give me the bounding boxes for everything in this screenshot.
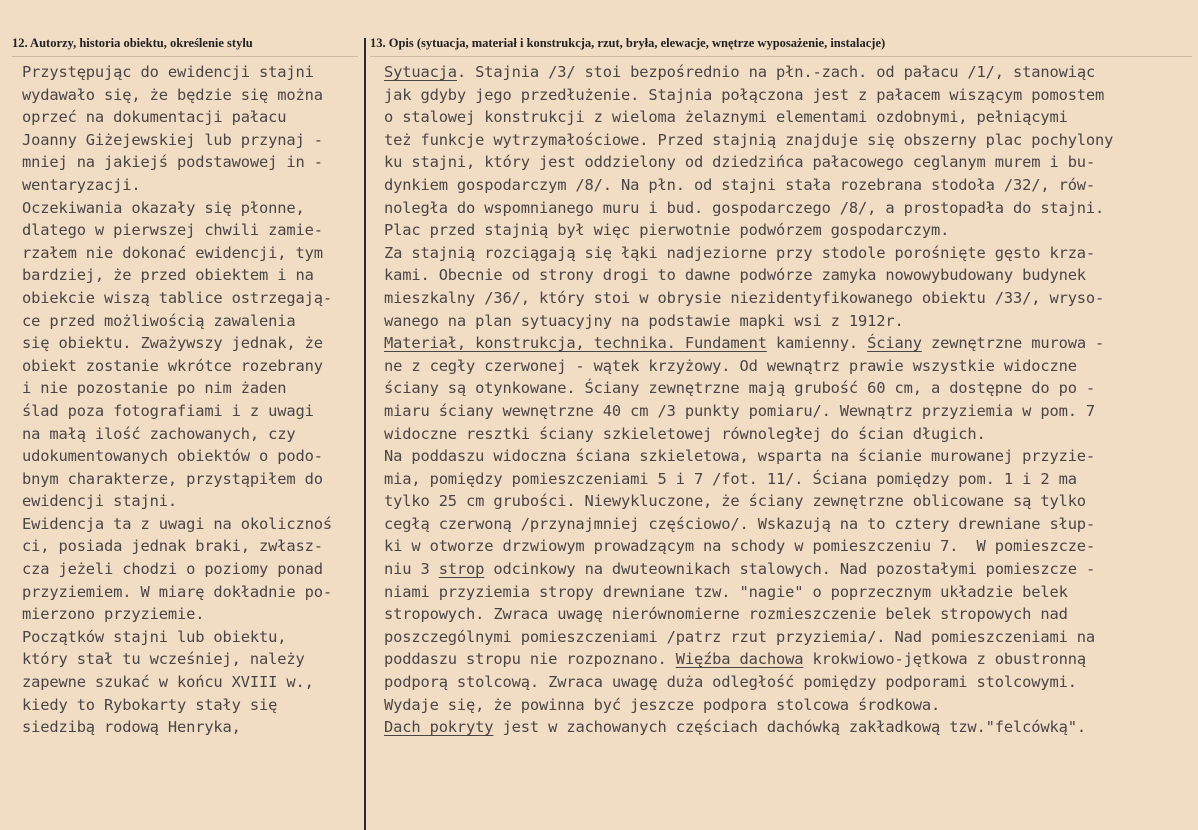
- history-text-line: mniej na jakiejś podstawowej in -: [22, 153, 323, 172]
- history-text-line: ślad poza fotografiami i z uwagi: [22, 401, 314, 420]
- text-segment: dynkiem gospodarczym /8/. Na płn. od stajni stała rozebrana stodoła /32/, rów-: [384, 175, 1096, 194]
- underlined-heading: Dach pokryty: [384, 718, 494, 737]
- description-text-line: [384, 151, 1113, 174]
- history-text-line: mierzono przyziemie.: [22, 605, 205, 624]
- history-column: [22, 61, 332, 739]
- history-text-line: obiekt zostanie wkrótce rozebrany: [22, 356, 323, 375]
- history-text-line: oprzeć na dokumentacji pałacu: [22, 108, 287, 127]
- text-segment: niu 3: [384, 560, 439, 579]
- text-segment: Za stajnią rozciągają się łąki nadjeziorne przy stodole porośnięte gęsto krza-: [384, 243, 1096, 262]
- underlined-heading: Sytuacja: [384, 63, 457, 81]
- history-text-line: Joanny Giżejewskiej lub przynaj -: [22, 130, 323, 149]
- text-segment: miaru ściany wewnętrzne 40 cm /3 punkty pomiaru/. Wewnątrz przyziemia w pom. 7: [384, 401, 1096, 420]
- description-text-line: [384, 558, 1113, 581]
- text-segment: poszczególnymi pomieszczeniami /patrz rzut przyziemia/. Nad pomieszczeniami na: [384, 627, 1096, 646]
- description-text-line: [384, 513, 1113, 536]
- text-segment: Na poddaszu widoczna ściana szkieletowa, wsparta na ścianie murowanej przyzie-: [384, 447, 1096, 466]
- section-12-header: 12. Autorzy, historia obiektu, określenie stylu: [12, 36, 253, 50]
- history-text-line: zapewne szukać w końcu XVIII w.,: [22, 673, 314, 692]
- description-text-line: [384, 377, 1113, 400]
- history-text-line: obiekcie wiszą tablice ostrzegają-: [22, 288, 332, 307]
- text-segment: krokwiowo-jętkowa z obustronną: [803, 650, 1086, 669]
- text-segment: kami. Obecnie od strony drogi to dawne podwórze zamyka nowowybudowany budynek: [384, 266, 1086, 285]
- text-segment: ku stajni, który jest oddzielony od dziedzińca pałacowego ceglanym murem i bu-: [384, 153, 1096, 172]
- description-text-line: [384, 581, 1113, 604]
- text-segment: niami przyziemia stropy drewniane tzw. "nagie" o poprzecznym układzie belek: [384, 582, 1068, 601]
- description-text-line: [384, 671, 1113, 694]
- history-text-line: się obiektu. Zważywszy jednak, że: [22, 334, 323, 353]
- text-segment: odcinkowy na dwuteownikach stalowych. Nad pozostałymi pomieszcze -: [484, 560, 1096, 579]
- text-segment: wanego na plan sytuacyjny na podstawie mapki wsi z 1912r.: [384, 311, 904, 330]
- description-text-line: [384, 174, 1113, 197]
- description-text-line: [384, 400, 1113, 423]
- left-rule: [12, 56, 358, 57]
- history-text-line: cza jeżeli chodzi o poziomy ponad: [22, 560, 323, 579]
- text-segment: podporą stolcową. Zwraca uwagę duża odległość pomiędzy podporami stolcowymi.: [384, 673, 1077, 692]
- history-text-line: ci, posiada jednak braki, zwłasz-: [22, 537, 323, 556]
- text-segment: tylko 25 cm grubości. Niewykluczone, że ściany zewnętrzne oblicowane są tylko: [384, 492, 1086, 511]
- history-text-line: ewidencji stajni.: [22, 492, 177, 511]
- history-text-line: i nie pozostanie po nim żaden: [22, 379, 287, 398]
- text-segment: ne z cegły czerwonej - wątek krzyżowy. Od wewnątrz prawie wszystkie widoczne: [384, 356, 1077, 375]
- description-text-line: [384, 219, 1113, 242]
- column-divider: [364, 38, 366, 830]
- description-text-line: [384, 310, 1113, 333]
- text-segment: jak gdyby jego przedłużenie. Stajnia połączona jest z pałacem wiszącym pomostem: [384, 85, 1105, 104]
- text-segment: noległa do wspomnianego muru i bud. gospodarczego /8/, a prostopadła do stajni.: [384, 198, 1105, 217]
- description-text-line: [384, 468, 1113, 491]
- text-segment: o stalowej konstrukcji z wieloma żelaznymi elementami ozdobnymi, pełniącymi: [384, 108, 1068, 127]
- history-text-line: bardziej, że przed obiektem i na: [22, 266, 314, 285]
- description-text-line: [384, 355, 1113, 378]
- description-text-line: [384, 264, 1113, 287]
- history-text-line: Oczekiwania okazały się płonne,: [22, 198, 305, 217]
- description-text-line: [384, 106, 1113, 129]
- description-text-line: [384, 423, 1113, 446]
- history-text-line: który stał tu wcześniej, należy: [22, 650, 305, 669]
- text-segment: kamienny.: [766, 334, 868, 353]
- history-text-line: siedzibą rodową Henryka,: [22, 718, 241, 737]
- description-text-line: [384, 84, 1113, 107]
- history-text-line: wydawało się, że będzie się można: [22, 85, 323, 104]
- text-segment: widoczne resztki ściany szkieletowej równoległej do ścian długich.: [384, 424, 986, 443]
- history-text-line: bnym charakterze, przystąpiłem do: [22, 469, 323, 488]
- text-segment: mia, pomiędzy pomieszczeniami 5 i 7 /fot. 11/. Ściana pomiędzy pom. 1 i 2 ma: [384, 469, 1077, 488]
- description-text-line: [384, 716, 1113, 739]
- description-text-line: [384, 287, 1113, 310]
- text-segment: stropowych. Zwraca uwagę nierównomierne rozmieszczenie belek stropowych nad: [384, 605, 1068, 624]
- text-segment: zewnętrzne murowa -: [921, 334, 1105, 353]
- history-text-line: Ewidencja ta z uwagi na okolicznoś: [22, 514, 332, 533]
- description-text-line: [384, 490, 1113, 513]
- text-segment: jest w zachowanych częściach dachówką zakładkową tzw."felcówką".: [493, 718, 1086, 737]
- history-text-line: Początków stajni lub obiektu,: [22, 627, 287, 646]
- description-text-line: [384, 445, 1113, 468]
- description-text-line: [384, 626, 1113, 649]
- text-segment: Wydaje się, że powinna być jeszcze podpora stolcowa środkowa.: [384, 695, 941, 714]
- description-text-line: [384, 603, 1113, 626]
- text-segment: mieszkalny /36/, który stoi w obrysie niezidentyfikowanego obiektu /33/, wrysо-: [384, 288, 1105, 307]
- description-column: [384, 61, 1113, 739]
- text-segment: ki w otworze drzwiowym prowadzącym na schody w pomieszczeniu 7. W pomieszcze-: [384, 537, 1096, 556]
- history-text-line: ce przed możliwością zawalenia: [22, 311, 296, 330]
- text-segment: też funkcje wytrzymałościowe. Przed stajnią znajduje się obszerny plac pochylony: [384, 130, 1114, 149]
- description-text-line: [384, 648, 1113, 671]
- description-text-line: [384, 242, 1113, 265]
- history-text-line: dlatego w pierwszej chwili zamie-: [22, 221, 323, 240]
- text-segment: . Stajnia /3/ stoi bezpośrednio na płn.-zach. od pałacu /1/, stanowiąc: [456, 63, 1096, 81]
- history-text-line: udokumentowanych obiektów o podo-: [22, 447, 323, 466]
- description-text-line: [384, 129, 1113, 152]
- history-text-line: przyziemiem. W miarę dokładnie po-: [22, 582, 332, 601]
- text-segment: ściany są otynkowane. Ściany zewnętrzne mają grubość 60 cm, a dostępne do po -: [384, 379, 1096, 398]
- text-segment: poddaszu stropu nie rozpoznano.: [384, 650, 676, 669]
- text-segment: cegłą czerwoną /przynajmniej częściowo/. Wskazują na to cztery drewniane słup-: [384, 514, 1096, 533]
- history-text-line: wentaryzacji.: [22, 175, 141, 194]
- underlined-heading: Więźba dachowa: [675, 650, 804, 669]
- underlined-heading: Materiał, konstrukcja, technika. Fundament: [384, 334, 767, 353]
- underlined-heading: Ściany: [867, 334, 922, 353]
- history-text-line: Przystępując do ewidencji stajni: [22, 63, 314, 81]
- description-text-line: [384, 535, 1113, 558]
- description-text-line: [384, 197, 1113, 220]
- right-rule: [370, 56, 1192, 57]
- underlined-heading: strop: [438, 560, 485, 579]
- description-text-line: [384, 694, 1113, 717]
- description-text-line: [384, 332, 1113, 355]
- section-13-header: 13. Opis (sytuacja, materiał i konstrukcja, rzut, bryła, elewacje, wnętrze wyposażenie, instalacje): [370, 36, 886, 50]
- text-segment: Plac przed stajnią był więc pierwotnie podwórzem gospodarczym.: [384, 221, 950, 240]
- history-text-line: rzałem nie dokonać ewidencji, tym: [22, 243, 323, 262]
- description-text-line: [384, 61, 1113, 84]
- history-text-line: na małą ilość zachowanych, czy: [22, 424, 296, 443]
- history-text-line: kiedy to Rybokarty stały się: [22, 695, 278, 714]
